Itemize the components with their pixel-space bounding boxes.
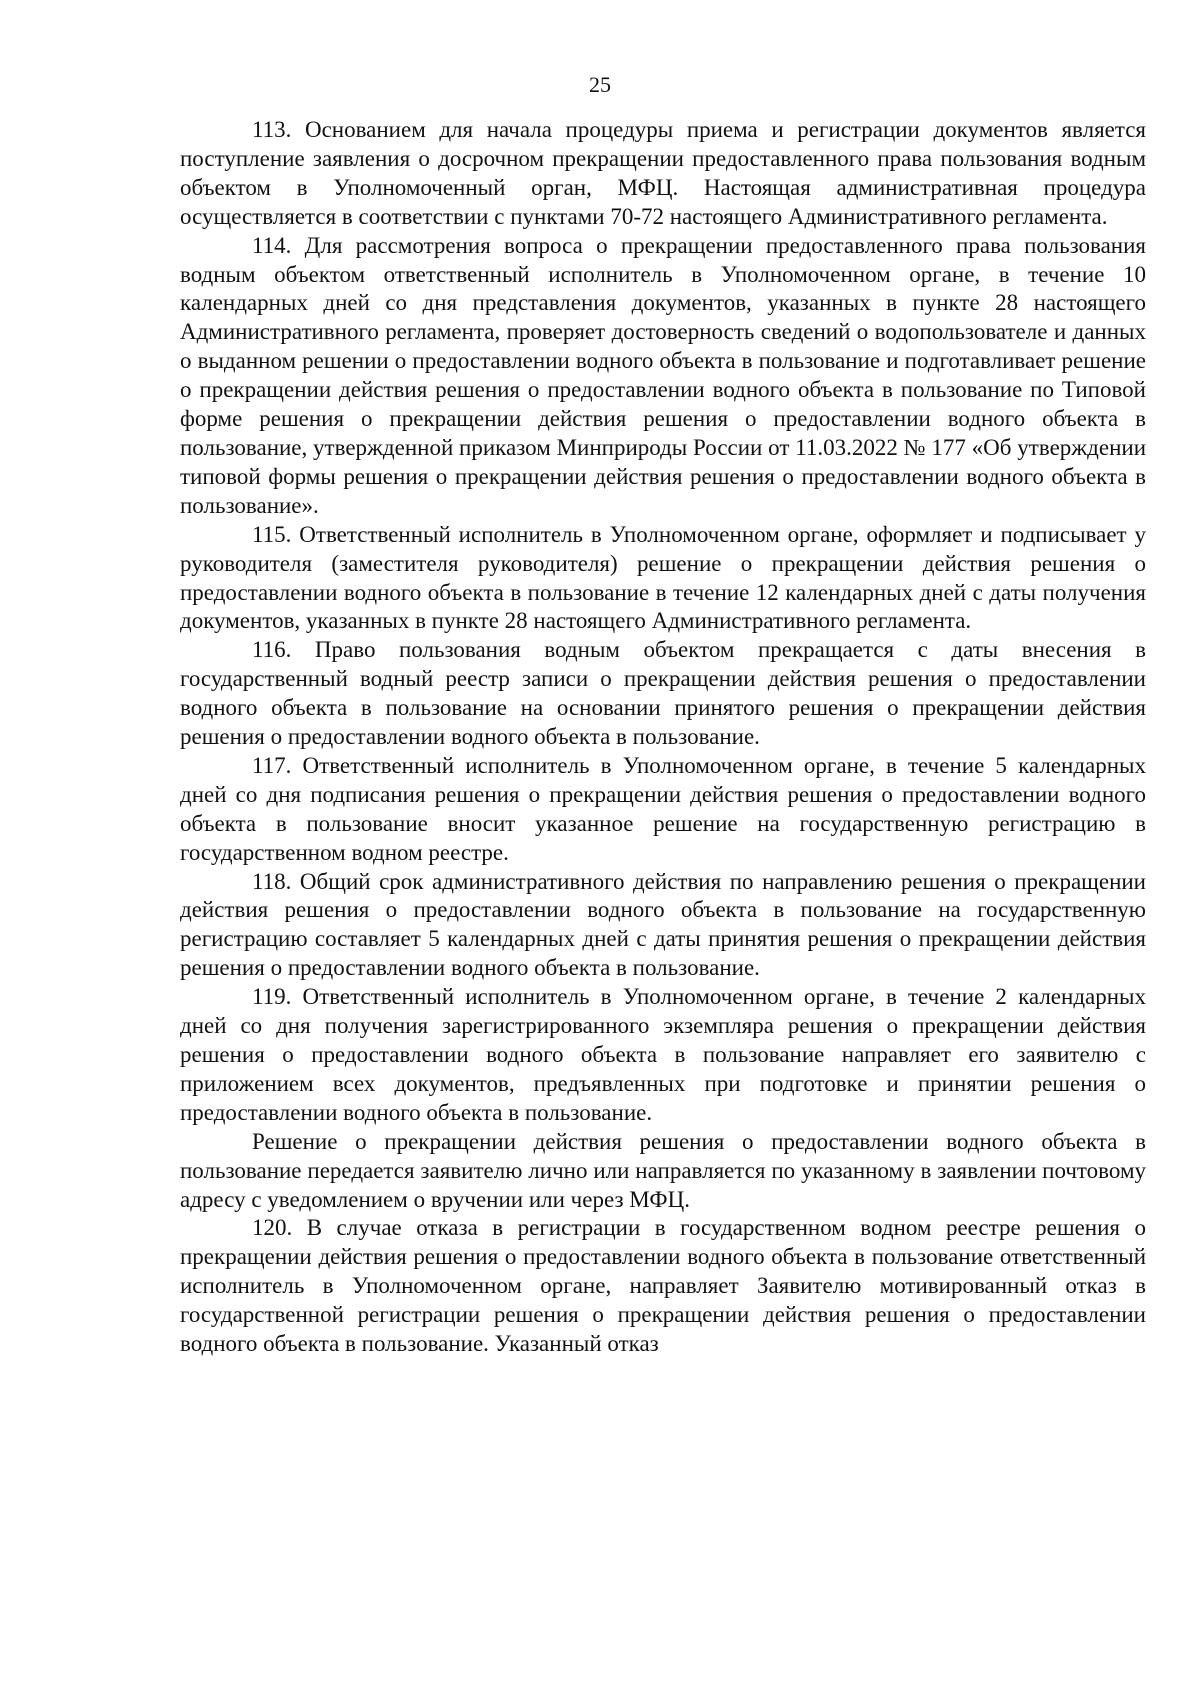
paragraph-117: 117. Ответственный исполнитель в Уполномоченном органе, в течение 5 календарных дней со дня подписания решения о прекращении действия решения о предоставлении водного объекта в пользование вносит указанное решение на государственную регистрацию в государственном водном реестре. [180,752,1146,865]
paragraph-116: 116. Право пользования водным объектом прекращается с даты внесения в государственный водный реестр записи о прекращении действия решения о предоставлении водного объекта в пользование на основании принятого решения о прекращении действия решения о предоставлении водного объекта в пользование. [180,637,1146,750]
paragraph-120: 120. В случае отказа в регистрации в государственном водном реестре решения о прекращении действия решения о предоставлении водного объекта в пользование ответственный исполнитель в Уполномоченном органе, направляет Заявителю мотивированный отказ в государственной регистрации решения о прекращении действия решения о предоставлении водного объекта в пользование. Указанный отказ [180,1215,1146,1357]
document-body [180,116,1146,1359]
paragraph-119-continuation: Решение о прекращении действия решения о предоставлении водного объекта в пользование передается заявителю лично или направляется по указанному в заявлении почтовому адресу с уведомлением о вручении или через МФЦ. [180,1128,1146,1212]
paragraph-118: 118. Общий срок административного действия по направлению решения о прекращении действия решения о предоставлении водного объекта в пользование на государственную регистрацию составляет 5 календарных дней с даты принятия решения о прекращении действия решения о предоставлении водного объекта в пользование. [180,868,1146,981]
paragraph-115: 115. Ответственный исполнитель в Уполномоченном органе, оформляет и подписывает у руководителя (заместителя руководителя) решение о прекращении действия решения о предоставлении водного объекта в пользование в течение 12 календарных дней с даты получения документов, указанных в пункте 28 настоящего Административного регламента. [180,521,1146,634]
paragraph-119: 119. Ответственный исполнитель в Уполномоченном органе, в течение 2 календарных дней со дня получения зарегистрированного экземпляра решения о прекращении действия решения о предоставлении водного объекта в пользование направляет его заявителю с приложением всех документов, предъявленных при подготовке и принятии решения о предоставлении водного объекта в пользование. [180,984,1146,1125]
paragraph-114: 114. Для рассмотрения вопроса о прекращении предоставленного права пользования водным объектом ответственный исполнитель в Уполномоченном органе, в течение 10 календарных дней со дня представления документов, указанных в пункте 28 настоящего Административного регламента, проверяет достоверность сведений о водопользователе и данных о выданном решении о предоставлении водного объекта в пользование и подготавливает решение о прекращении действия решения о предоставлении водного объекта в пользование по Типовой форме решения о прекращении действия решения о предоставлении водного объекта в пользование, утвержденной приказом Минприроды России от 11.03.2022 № 177 «Об утверждении типовой формы решения о прекращении действия решения о предоставлении водного объекта в пользование». [180,232,1146,518]
paragraph-113: 113. Основанием для начала процедуры приема и регистрации документов является поступление заявления о досрочном прекращении предоставленного права пользования водным объектом в Уполномоченный орган, МФЦ. Настоящая административная процедура осуществляется в соответствии с пунктами 70-72 настоящего Административного регламента. [180,117,1146,229]
page-number: 25 [589,72,611,97]
